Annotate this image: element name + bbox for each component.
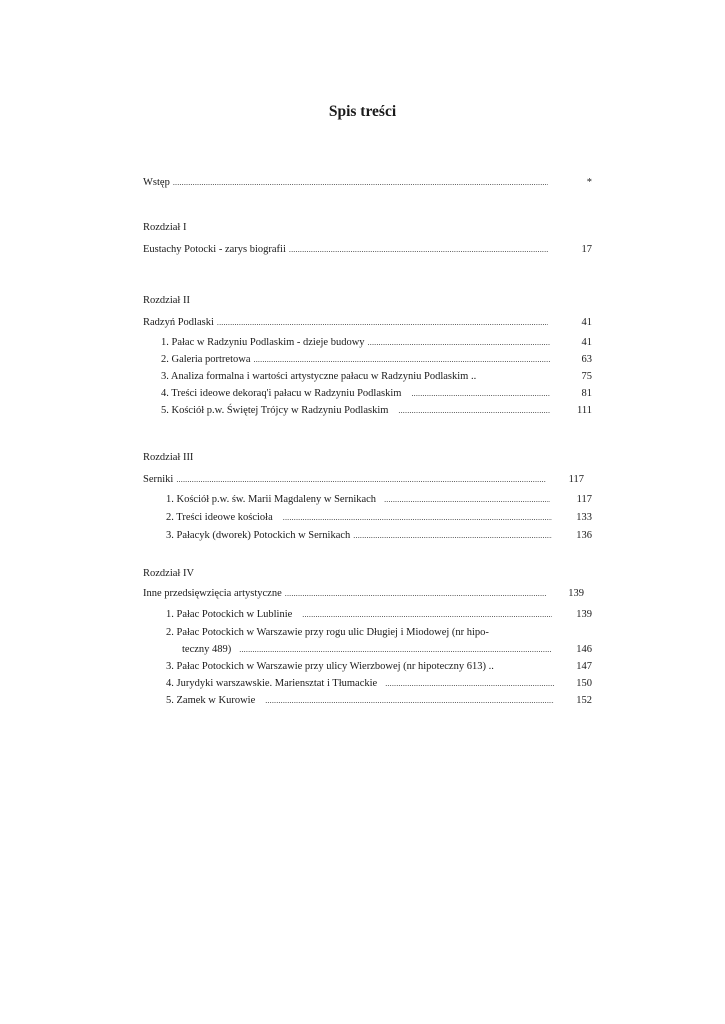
leader-dots [254, 353, 550, 367]
toc-entry-page: 117 [576, 494, 592, 505]
leader-dots [289, 243, 548, 257]
leader-dots [411, 387, 550, 401]
chapter-heading-1: Rozdział I [143, 222, 187, 233]
toc-entry-label: 2. Treści ideowe kościoła [166, 512, 273, 523]
toc-entry-page: 152 [576, 695, 592, 706]
toc-entry-page: 41 [581, 317, 592, 328]
toc-entry-label: Inne przedsięwzięcia artystyczne [143, 588, 282, 599]
toc-entry-page: * [586, 177, 592, 188]
toc-entry-page: 117 [568, 474, 584, 485]
toc-entry-label: 4. Jurydyki warszawskie. Mariensztat i Tłumackie [166, 678, 378, 689]
toc-entry-page: 136 [576, 530, 592, 541]
toc-entry-ch2[interactable] [143, 316, 548, 330]
toc-subentry[interactable] [166, 608, 552, 622]
toc-entry-wstep[interactable] [143, 176, 548, 190]
toc-entry-page: 63 [581, 354, 592, 365]
toc-subentry-label[interactable]: 3. Analiza formalna i wartości artystyczne pałacu w Radzyniu Podlaskim .. [161, 371, 477, 382]
toc-subentry[interactable] [161, 353, 550, 367]
toc-subentry-continuation[interactable] [182, 643, 552, 657]
toc-entry-page: 147 [576, 661, 592, 672]
chapter-heading-3: Rozdział III [143, 452, 194, 463]
toc-entry-page: 139 [568, 588, 584, 599]
toc-subentry[interactable] [166, 694, 554, 708]
toc-entry-page: 133 [576, 512, 592, 523]
toc-entry-ch3[interactable] [143, 473, 546, 487]
toc-entry-page: 81 [581, 388, 592, 399]
toc-subentry-label[interactable]: 3. Pałac Potockich w Warszawie przy ulicy Wierzbowej (nr hipoteczny 613) .. [166, 661, 494, 672]
chapter-heading-2: Rozdział II [143, 295, 190, 306]
toc-entry-page: 139 [576, 609, 592, 620]
toc-entry-page: 146 [576, 644, 592, 655]
toc-subentry-label[interactable]: 2. Pałac Potockich w Warszawie przy rogu ulic Długiej i Miodowej (nr hipo- [166, 627, 489, 638]
toc-entry-label: 4. Treści ideowe dekoraq'i pałacu w Radzyniu Podlaskim [161, 388, 402, 399]
toc-entry-ch4[interactable] [143, 587, 546, 601]
toc-entry-label: 1. Kościół p.w. św. Marii Magdaleny w Sernikach [166, 494, 377, 505]
toc-entry-page: 111 [577, 405, 592, 416]
leader-dots [398, 404, 550, 418]
toc-entry-label: 1. Pałac Potockich w Lublinie [166, 609, 293, 620]
leader-dots [265, 694, 554, 708]
leader-dots [368, 336, 550, 350]
toc-entry-page: 75 [581, 371, 592, 382]
leader-dots [217, 316, 548, 330]
leader-dots [283, 511, 552, 525]
leader-dots [176, 473, 546, 487]
leader-dots [285, 587, 546, 601]
toc-entry-label: 3. Pałacyk (dworek) Potockich w Sernikach [166, 530, 351, 541]
chapter-heading-4: Rozdział IV [143, 568, 195, 579]
toc-entry-label: Wstęp [143, 177, 170, 188]
leader-dots [353, 529, 552, 543]
toc-subentry[interactable] [166, 529, 552, 543]
toc-entry-label: 2. Galeria portretowa [161, 354, 251, 365]
leader-dots [239, 643, 552, 657]
toc-entry-label: 5. Kościół p.w. Świętej Trójcy w Radzyniu Podlaskim [161, 405, 389, 416]
leader-dots [173, 176, 548, 190]
page-title: Spis treści [328, 103, 397, 120]
toc-subentry[interactable] [161, 404, 550, 418]
leader-dots [302, 608, 552, 622]
toc-entry-label: Eustachy Potocki - zarys biografii [143, 244, 286, 255]
toc-entry-page: 150 [576, 678, 592, 689]
toc-entry-page: 41 [581, 337, 592, 348]
toc-entry-ch1[interactable] [143, 243, 548, 257]
toc-subentry[interactable] [166, 511, 552, 525]
toc-subentry[interactable] [166, 677, 554, 691]
toc-entry-label: Serniki [143, 474, 174, 485]
toc-subentry[interactable] [161, 387, 550, 401]
toc-subentry[interactable] [161, 336, 550, 350]
toc-entry-label: teczny 489) [182, 644, 232, 655]
toc-entry-label: 1. Pałac w Radzyniu Podlaskim - dzieje budowy [161, 337, 365, 348]
toc-entry-page: 17 [581, 244, 592, 255]
toc-subentry[interactable] [166, 493, 550, 507]
toc-entry-label: Radzyń Podlaski [143, 317, 214, 328]
leader-dots [384, 493, 550, 507]
toc-entry-label: 5. Zamek w Kurowie [166, 695, 256, 706]
leader-dots [385, 677, 554, 691]
